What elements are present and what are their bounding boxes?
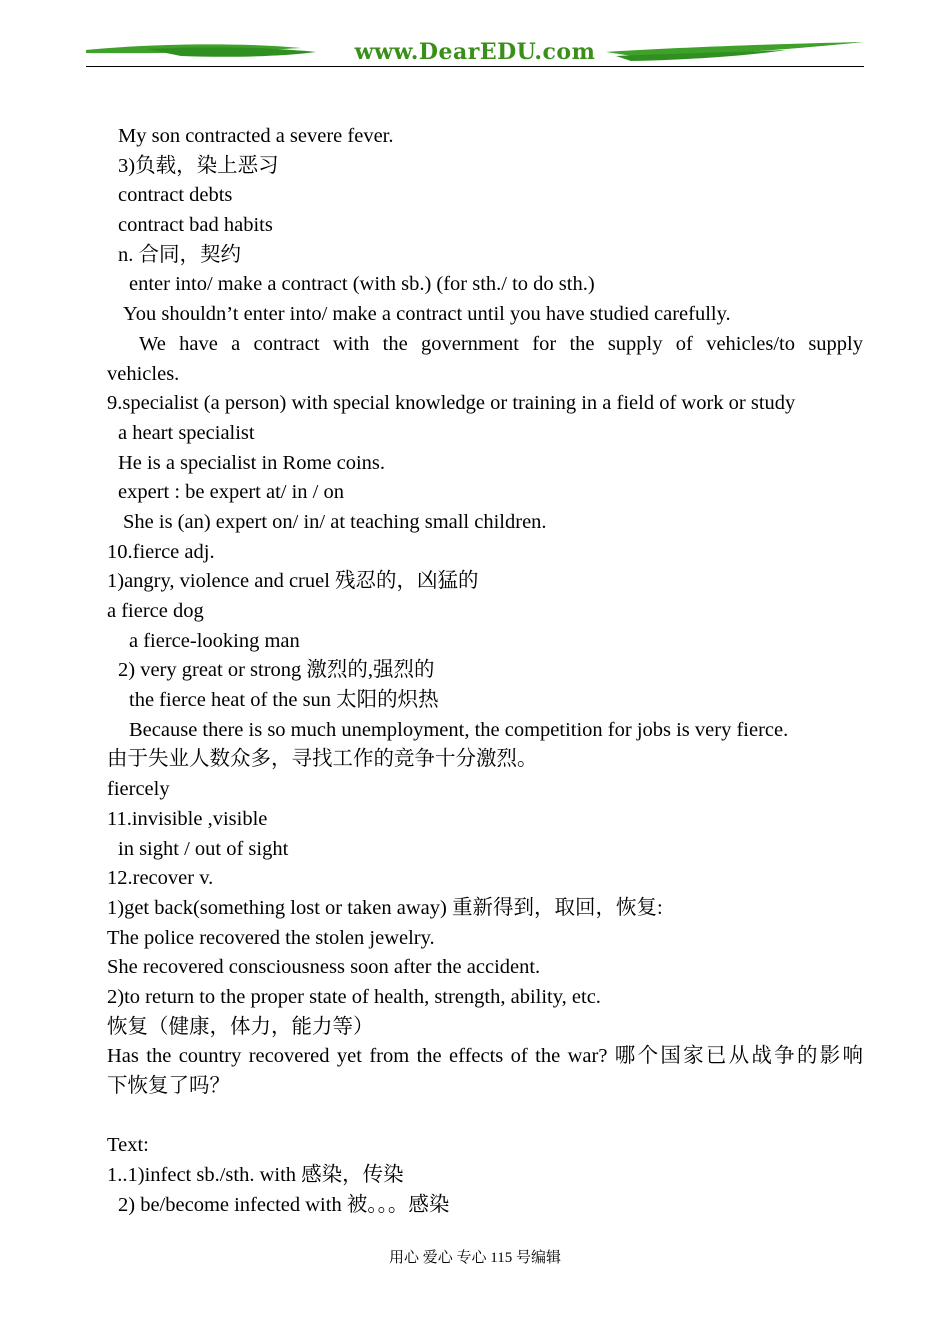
text-line: 1)get back(something lost or taken away) 重新得到，取回，恢复: [107,896,663,919]
text-line: 下恢复了吗？ [107,1075,230,1097]
text-line: She is (an) expert on/ in/ at teaching small children. [123,510,547,533]
text-line: 10.fierce adj. [107,540,215,563]
text-line: You shouldn’t enter into/ make a contract until you have studied carefully. [123,303,731,326]
text-line: 2)to return to the proper state of health, strength, ability, etc. [107,985,601,1008]
text-line: a fierce dog [107,600,204,622]
text-line: contract debts [118,184,233,207]
text-line: n. 合同，契约 [118,243,241,266]
text-line: Has the country recovered yet from the effects of the war? 哪个国家已从战争的影响 [107,1045,863,1068]
text-line: a fierce-looking man [129,629,300,652]
page-footer: 用心 爱心 专心 115 号编辑 [389,1250,561,1266]
text-line: in sight / out of sight [118,837,289,860]
text-line: enter into/ make a contract (with sb.) (for sth./ to do sth.) [129,273,595,296]
text-line: contract bad habits [118,214,273,237]
text-line: vehicles. [107,362,180,385]
text-line: 2) be/become infected with 被。。。感染 [118,1193,450,1216]
text-line: She recovered consciousness soon after the accident. [107,956,541,979]
text-line: 1..1)infect sb./sth. with 感染，传染 [107,1164,404,1187]
text-line: Because there is so much unemployment, the competition for jobs is very fierce. [129,718,789,741]
text-line: My son contracted a severe fever. [118,125,394,147]
text-line: The police recovered the stolen jewelry. [107,926,435,949]
text-line: 3)负载，染上恶习 [118,154,279,177]
text-line: fiercely [107,778,170,801]
site-logo-text: www.DearEDU.com [354,39,596,65]
text-line: 2) very great or strong 激烈的,强烈的 [118,659,435,682]
text-line: the fierce heat of the sun 太阳的炽热 [129,689,439,712]
text-line: We have a contract with the government for the supply of vehicles/to supply [139,332,863,355]
page-header [86,38,864,70]
text-line: 1)angry, violence and cruel 残忍的，凶猛的 [107,570,479,593]
text-line: He is a specialist in Rome coins. [118,451,386,474]
text-line: a heart specialist [118,421,255,444]
text-line: 12.recover v. [107,867,214,890]
text-line: 9.specialist (a person) with special knowledge or training in a field of work or study [107,392,796,415]
header-rule [86,66,864,67]
text-line: 由于失业人数众多，寻找工作的竞争十分激烈。 [107,748,538,771]
text-line: 11.invisible ,visible [107,807,268,830]
text-line: expert : be expert at/ in / on [118,481,344,504]
text-line [107,1102,863,1132]
document-body [107,122,863,1220]
text-line: 恢复（健康，体力，能力等） [107,1015,374,1038]
text-line: Text: [107,1134,149,1157]
